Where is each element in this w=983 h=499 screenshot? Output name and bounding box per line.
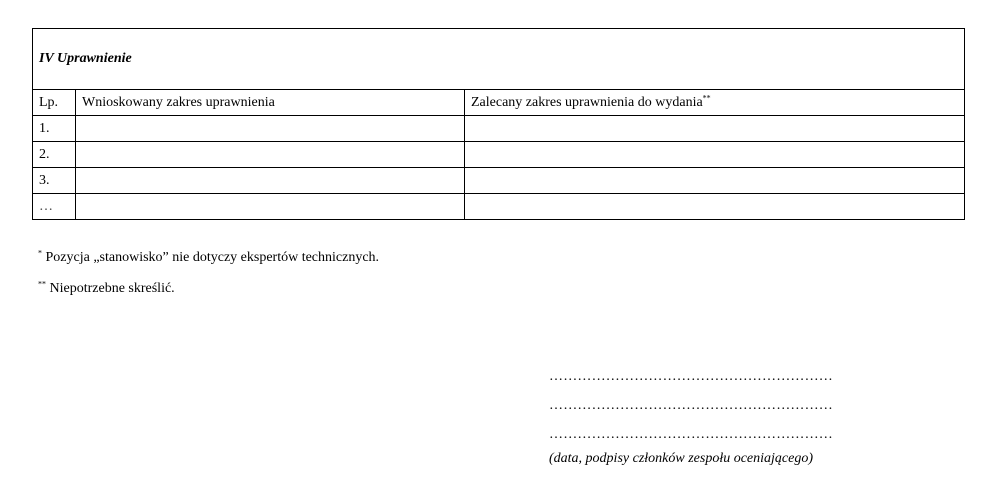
- footnote-position: [38, 250, 379, 266]
- header-lp: Lp.: [33, 90, 76, 116]
- row-lp: 1.: [33, 116, 76, 142]
- section-title: IV Uprawnienie: [33, 29, 965, 90]
- header-recommended-scope: [465, 90, 965, 116]
- signature-line: ……………………………………………………: [549, 369, 833, 384]
- row-lp: …: [33, 194, 76, 220]
- footnote-text: Pozycja „stanowisko” nie dotyczy ekspertów technicznych.: [42, 250, 380, 265]
- footnote-mark-double: **: [38, 279, 46, 289]
- requested-scope-cell[interactable]: [76, 194, 465, 220]
- footnote-mark-single: *: [38, 248, 42, 258]
- row-lp: 2.: [33, 142, 76, 168]
- signature-block: [549, 366, 849, 467]
- section-header-row: [33, 29, 965, 90]
- header-recommended-label: Zalecany zakres uprawnienia do wydania: [471, 94, 703, 110]
- requested-scope-cell[interactable]: [76, 168, 465, 194]
- recommended-scope-cell[interactable]: [465, 194, 965, 220]
- signature-line: ……………………………………………………: [549, 427, 833, 442]
- footnote-ref-double: **: [702, 92, 711, 102]
- signature-line: ……………………………………………………: [549, 398, 833, 413]
- row-lp: 3.: [33, 168, 76, 194]
- requested-scope-cell[interactable]: [76, 116, 465, 142]
- signature-caption: (data, podpisy członków zespołu oceniającego): [549, 451, 814, 466]
- header-requested-scope: Wnioskowany zakres uprawnienia: [76, 90, 465, 116]
- table-row: [33, 116, 965, 142]
- recommended-scope-cell[interactable]: [465, 116, 965, 142]
- table-row: [33, 168, 965, 194]
- table-row: [33, 194, 965, 220]
- recommended-scope-cell[interactable]: [465, 142, 965, 168]
- table-row: [33, 142, 965, 168]
- footnote-text: Niepotrzebne skreślić.: [46, 281, 175, 296]
- entitlement-table: [32, 28, 965, 220]
- requested-scope-cell[interactable]: [76, 142, 465, 168]
- table-header-row: [33, 90, 965, 116]
- footnote-strike-out: [38, 281, 175, 297]
- recommended-scope-cell[interactable]: [465, 168, 965, 194]
